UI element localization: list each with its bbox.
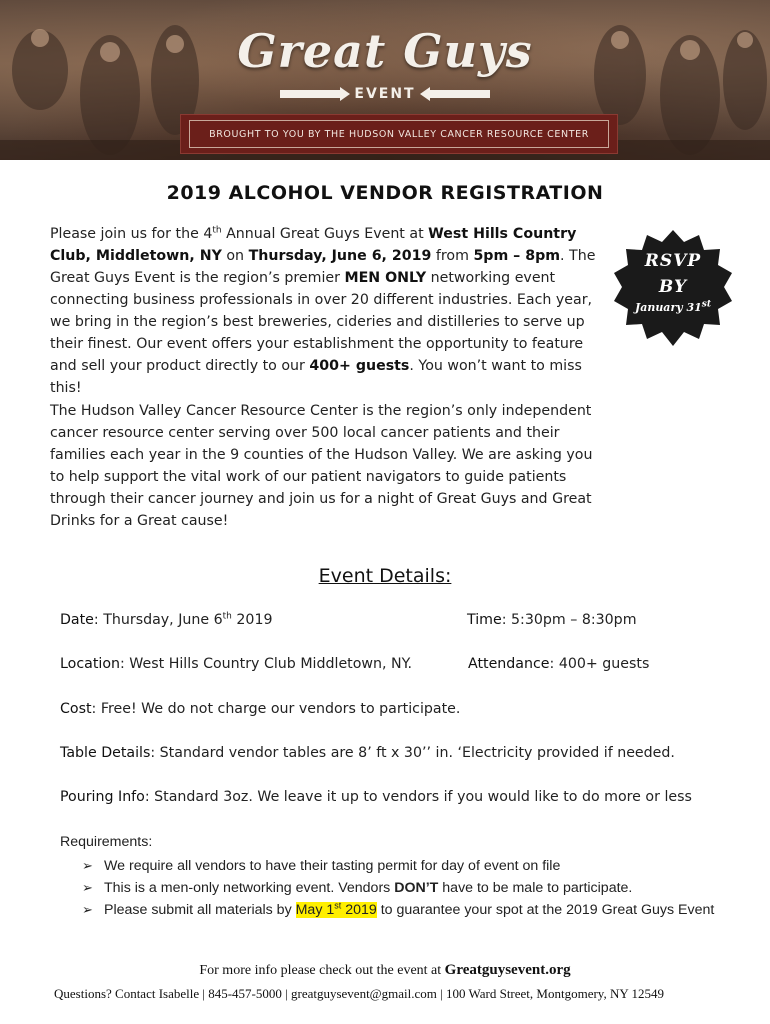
arrow-left-icon [280, 90, 340, 98]
men-only-text: MEN ONLY [344, 270, 427, 286]
list-item: ➢ Please submit all materials by May 1st 2019 to guarantee your spot at the 2019 Great Guys Event [82, 899, 722, 921]
arrow-right-icon [430, 90, 490, 98]
arrow-bullet-icon: ➢ [82, 858, 93, 873]
footer-info: For more info please check out the event at Greatguysevent.org [199, 962, 571, 978]
venue-text: West Hills Country Club, Middletown, NY [50, 226, 577, 264]
detail-time: Time: 5:30pm – 8:30pm [467, 612, 637, 628]
requirements-list [82, 855, 722, 921]
detail-attendance: Attendance: 400+ guests [468, 656, 650, 672]
intro-paragraph: Please join us for the 4th Annual Great Guys Event at West Hills Country Club, Middletown, NY on Thursday, June 6, 2019 from 5pm – 8pm. The Great Guys Event is the region’s premier MEN ONLY networking event connecting business professionals in over 20 different industries. Each year, we bring in the region’s best breweries, cideries and distilleries to serve up their finest. Our event offers your establishment the opportunity to feature and sell your product directly to our 400+ guests. You won’t want to miss this! [50, 225, 596, 396]
guests-text: 400+ guests [309, 358, 410, 374]
requirements-heading: Requirements: [60, 834, 153, 850]
deadline-highlight: May 1st 2019 [295, 900, 377, 918]
rsvp-deadline: January 31st [634, 299, 711, 314]
header-banner [0, 0, 770, 160]
website-link[interactable]: Greatguysevent.org [444, 962, 571, 978]
event-label: EVENT [354, 86, 416, 102]
arrow-bullet-icon: ➢ [82, 880, 93, 895]
sponsor-text: BROUGHT TO YOU BY THE HUDSON VALLEY CANCER RESOURCE CENTER [189, 120, 609, 148]
rsvp-badge-text [612, 248, 734, 316]
rsvp-line2: BY [658, 277, 688, 297]
footer-contact: Questions? Contact Isabelle | 845-457-5000 | greatguysevent@gmail.com | 100 Ward Street, Montgomery, NY 12549 [54, 986, 664, 1001]
detail-table: Table Details: Standard vendor tables are 8’ ft x 30’’ in. ‘Electricity provided if needed. [60, 745, 675, 761]
detail-cost: Cost: Free! We do not charge our vendors to participate. [60, 701, 461, 717]
event-label-row [0, 86, 770, 102]
event-logo-title: Great Guys [237, 24, 533, 78]
page-title: 2019 ALCOHOL VENDOR REGISTRATION [166, 182, 604, 204]
rsvp-line1: RSVP [644, 251, 702, 271]
date-text: Thursday, June 6, 2019 [248, 248, 432, 264]
list-item: ➢ We require all vendors to have their tasting permit for day of event on file [82, 855, 722, 877]
detail-location: Location: West Hills Country Club Middletown, NY. [60, 656, 412, 672]
sponsor-strip [180, 114, 618, 154]
about-paragraph: The Hudson Valley Cancer Resource Center is the region’s only independent cancer resource center serving over 500 local cancer patients and their families each year in the 9 counties of the Hudson Valley. We are asking you to help support the vital work of our patient navigators to guide patients through their cancer journey and join us for a night of Great Guys and Great Drinks for a Great cause! [50, 403, 593, 529]
event-details-heading: Event Details: [318, 565, 452, 587]
detail-pouring: Pouring Info: Standard 3oz. We leave it up to vendors if you would like to do more or less [60, 789, 692, 805]
arrow-bullet-icon: ➢ [82, 902, 93, 917]
time-text: 5pm – 8pm [473, 248, 561, 264]
detail-date: Date: Thursday, June 6th 2019 [60, 611, 273, 628]
list-item: ➢ This is a men-only networking event. Vendors DON’T have to be male to participate. [82, 877, 722, 899]
